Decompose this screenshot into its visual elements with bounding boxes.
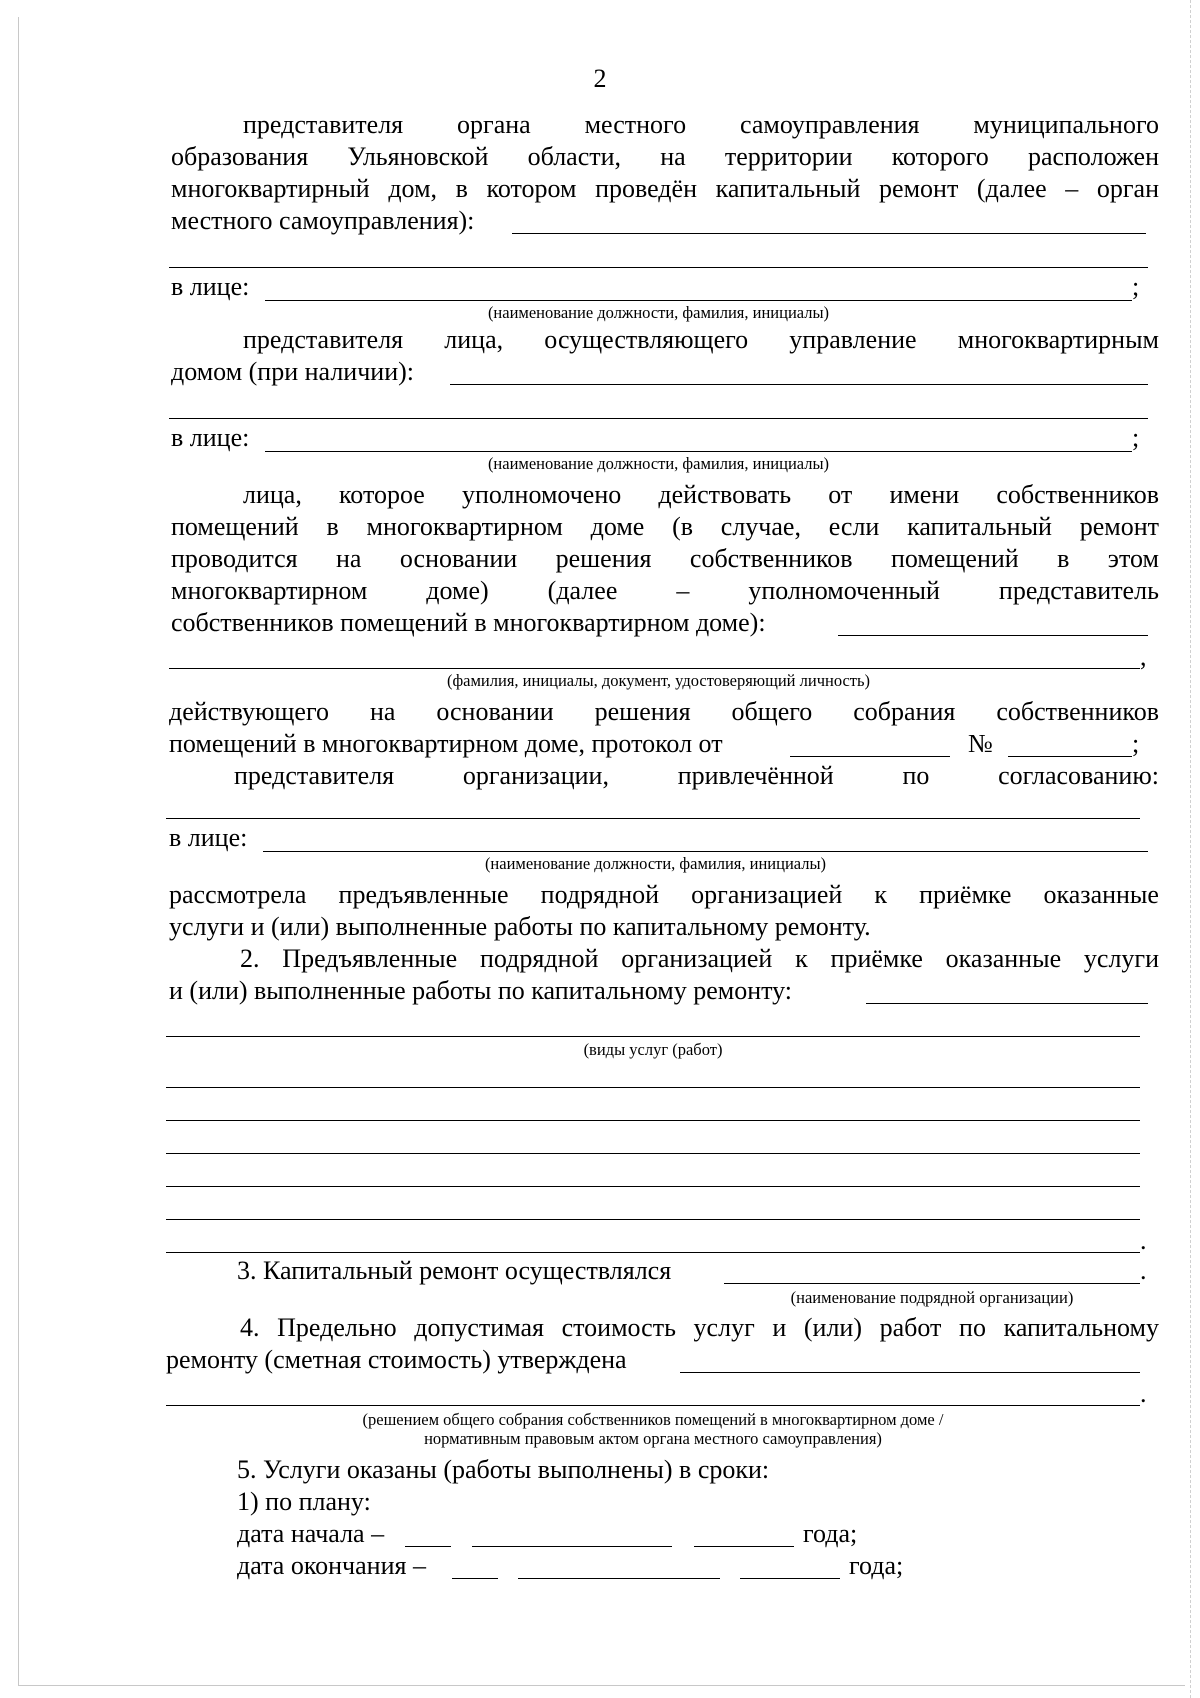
block3-line2: помещений в многоквартирном доме (в случае, если капитальный ремонт	[171, 512, 1159, 541]
blank-line	[790, 756, 950, 757]
item3-text: 3. Капитальный ремонт осуществлялся	[237, 1256, 672, 1285]
field-caption: (наименование должности, фамилия, инициалы)	[484, 854, 827, 873]
date-year-blank	[694, 1546, 794, 1547]
field-caption: нормативным правовым актом органа местного самоуправления)	[424, 1429, 882, 1448]
item4-line1: 4. Предельно допустимая стоимость услуг и (или) работ по капитальному	[240, 1313, 1159, 1342]
period: .	[1140, 1379, 1147, 1408]
blank-line	[166, 1087, 1140, 1088]
block3-line4: многоквартирном доме) (далее – уполномоченный представитель	[171, 576, 1159, 605]
blank-line	[169, 668, 1140, 669]
blank-line	[838, 635, 1148, 636]
in-person-label: в лице:	[171, 272, 250, 301]
blank-line	[1008, 756, 1132, 757]
semicolon: ;	[1132, 729, 1140, 758]
date-day-blank	[452, 1578, 498, 1579]
date-year-blank	[740, 1578, 840, 1579]
date-month-blank	[518, 1578, 720, 1579]
blank-line	[512, 233, 1146, 234]
in-person-label: в лице:	[169, 823, 248, 852]
field-caption: (наименование должности, фамилия, инициалы)	[487, 303, 830, 322]
block3-line1: лица, которое уполномочено действовать от имени собственников	[243, 480, 1159, 509]
comma: ,	[1140, 642, 1147, 671]
blank-line	[166, 1120, 1140, 1121]
blank-line	[724, 1283, 1140, 1284]
blank-line	[265, 300, 1132, 301]
number-sign: №	[968, 729, 993, 758]
considered-line-2: услуги и (или) выполненные работы по капитальному ремонту.	[169, 912, 871, 941]
item2-line1: 2. Предъявленные подрядной организацией к приёмке оказанные услуги	[240, 944, 1159, 973]
year-label: года;	[803, 1519, 858, 1548]
in-person-label: в лице:	[171, 423, 250, 452]
scan-edge	[1190, 0, 1191, 1698]
block3-line5: собственников помещений в многоквартирном доме):	[171, 608, 766, 637]
semicolon: ;	[1132, 423, 1140, 452]
semicolon: ;	[1132, 272, 1140, 301]
end-date-label: дата окончания –	[237, 1551, 426, 1580]
block4-line1: представителя организации, привлечённой по согласованию:	[234, 761, 1159, 790]
blank-line	[166, 1219, 1140, 1220]
blank-line	[166, 1186, 1140, 1187]
blank-line	[265, 451, 1132, 452]
period: .	[1140, 1256, 1147, 1285]
item5-title: 5. Услуги оказаны (работы выполнены) в сроки:	[237, 1455, 770, 1484]
field-caption: (решением общего собрания собственников помещений в многоквартирном доме /	[362, 1410, 944, 1429]
blank-line	[166, 1405, 1140, 1406]
date-month-blank	[472, 1546, 672, 1547]
block3-line3: проводится на основании решения собственников помещений в этом	[171, 544, 1159, 573]
period: .	[1140, 1226, 1147, 1255]
blank-line	[166, 1153, 1140, 1154]
block1-line4: местного самоуправления):	[171, 206, 475, 235]
field-caption: (наименование должности, фамилия, инициалы)	[487, 454, 830, 473]
item4-line2: ремонту (сметная стоимость) утверждена	[166, 1345, 627, 1374]
field-caption: (фамилия, инициалы, документ, удостоверяющий личность)	[446, 671, 871, 690]
blank-line	[169, 418, 1148, 419]
block2-line2: домом (при наличии):	[171, 357, 414, 386]
blank-line	[263, 851, 1148, 852]
item2-line2: и (или) выполненные работы по капитальному ремонту:	[169, 976, 793, 1005]
date-day-blank	[405, 1546, 451, 1547]
block1-line2: образования Ульяновской области, на территории которого расположен	[171, 142, 1159, 171]
plan-label: 1) по плану:	[237, 1487, 371, 1516]
start-date-label: дата начала –	[237, 1519, 385, 1548]
considered-line: рассмотрела предъявленные подрядной организацией к приёмке оказанные	[169, 880, 1159, 909]
field-caption: (виды услуг (работ)	[583, 1040, 723, 1059]
blank-line	[166, 1252, 1140, 1253]
protocol-line: помещений в многоквартирном доме, протокол от	[169, 729, 723, 758]
block1-line1: представителя органа местного самоуправления муниципального	[243, 110, 1159, 139]
block2-line1: представителя лица, осуществляющего управление многоквартирным	[243, 325, 1159, 354]
acting-line: действующего на основании решения общего собрания собственников	[169, 697, 1159, 726]
page-number: 2	[593, 64, 607, 93]
blank-line	[866, 1003, 1148, 1004]
blank-line	[169, 267, 1148, 268]
block1-line3: многоквартирный дом, в котором проведён капитальный ремонт (далее – орган	[171, 174, 1159, 203]
blank-line	[680, 1372, 1140, 1373]
blank-line	[166, 1036, 1140, 1037]
field-caption: (наименование подрядной организации)	[790, 1288, 1074, 1307]
blank-line	[166, 818, 1140, 819]
blank-line	[450, 384, 1148, 385]
year-label: года;	[849, 1551, 904, 1580]
